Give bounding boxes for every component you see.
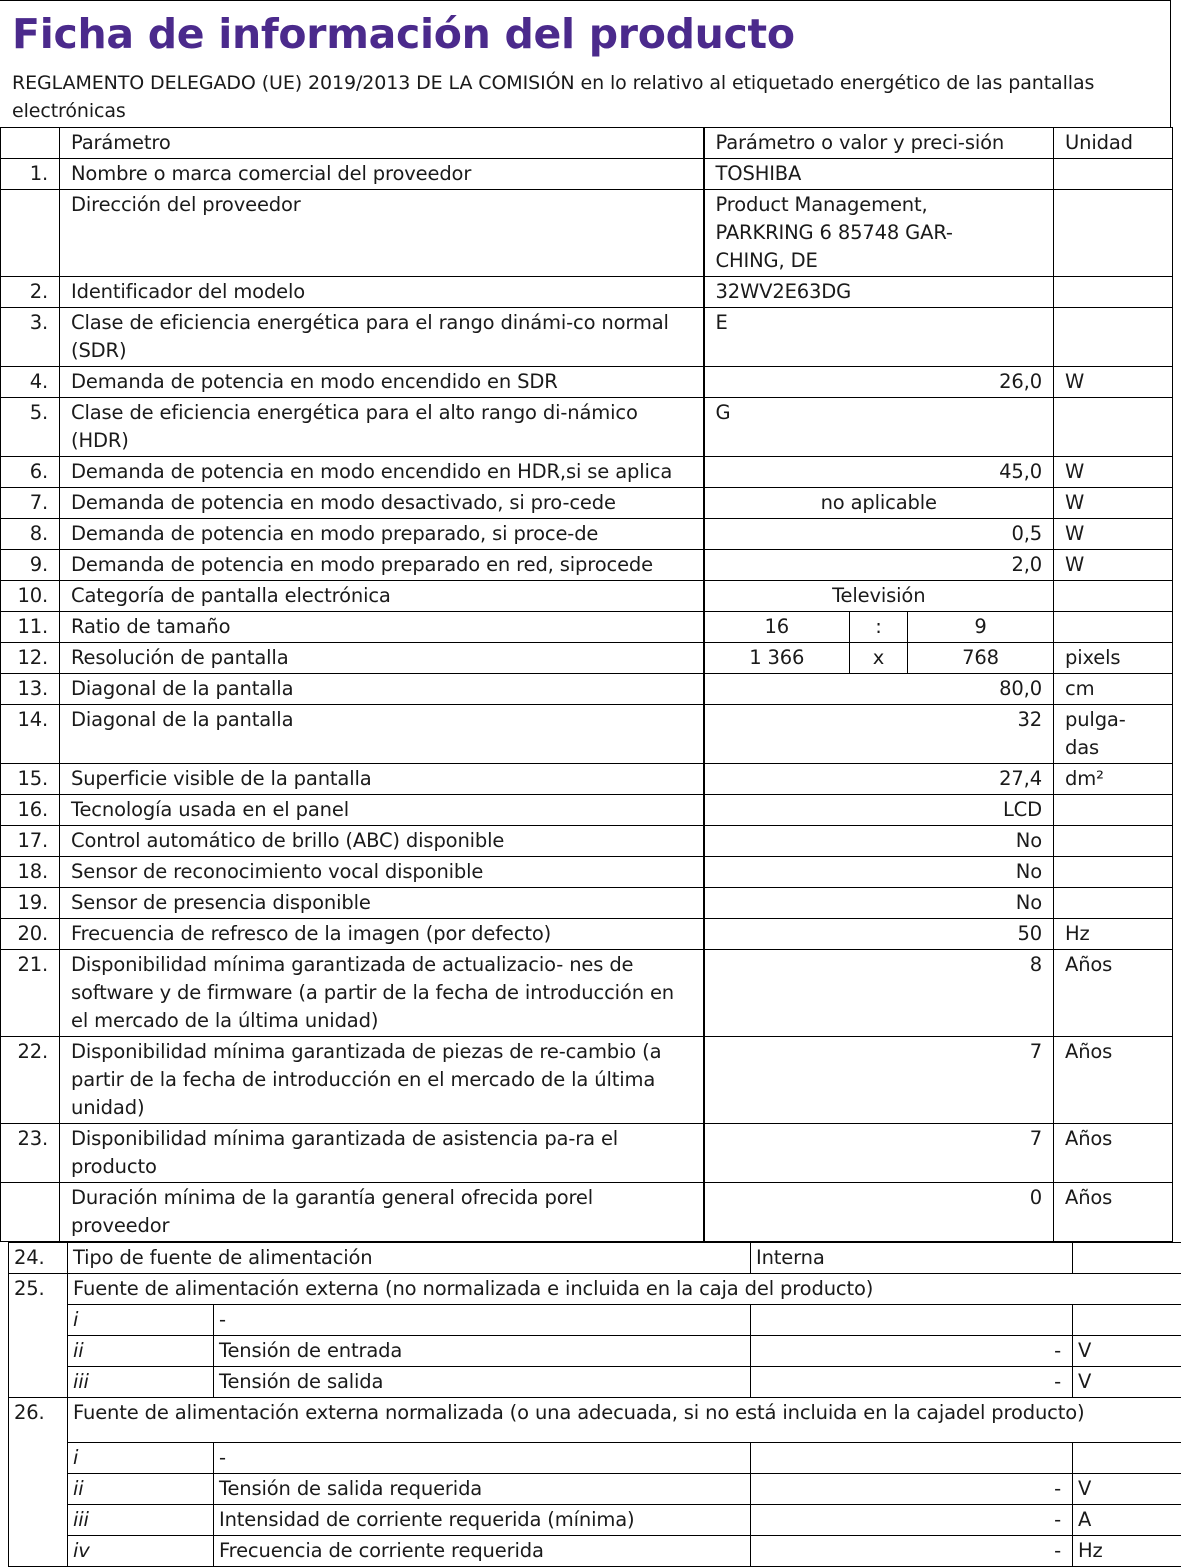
row-number: 1. <box>1 159 60 190</box>
row-number: 12. <box>1 643 60 674</box>
header-value: Parámetro o valor y preci-sión <box>704 128 1054 159</box>
table-row <box>1 398 1173 457</box>
table-row <box>1 308 1173 367</box>
row-value: 0,5 <box>704 519 1054 550</box>
table-row <box>1 488 1173 519</box>
row-unit <box>1054 398 1173 457</box>
parameters-table-body <box>1 128 1173 1242</box>
row-value: 80,0 <box>704 674 1054 705</box>
row-number: 23. <box>1 1124 60 1183</box>
row-unit <box>1054 190 1173 277</box>
row-parameter: Demanda de potencia en modo preparado, si proce-de <box>60 519 704 550</box>
row-number <box>9 1505 68 1536</box>
sub-value <box>751 1305 1073 1336</box>
row-parameter: Duración mínima de la garantía general ofrecida porel proveedor <box>60 1183 704 1242</box>
row-value: 2,0 <box>704 550 1054 581</box>
row-parameter: Demanda de potencia en modo encendido en SDR <box>60 367 704 398</box>
row-unit <box>1054 159 1173 190</box>
header-unit: Unidad <box>1054 128 1173 159</box>
row-parameter: Frecuencia de refresco de la imagen (por defecto) <box>60 919 704 950</box>
row-value-a: 16 <box>704 612 850 643</box>
row-number <box>9 1336 68 1367</box>
row-number: 10. <box>1 581 60 612</box>
row-number <box>1 1183 60 1242</box>
row-number: 13. <box>1 674 60 705</box>
sub-label: - <box>214 1443 751 1474</box>
row-number: 14. <box>1 705 60 764</box>
row-number: 4. <box>1 367 60 398</box>
row-label: Fuente de alimentación externa normalizada (o una adecuada, si no está incluida en la cajadel producto) <box>68 1398 1181 1443</box>
row-unit <box>1054 308 1173 367</box>
table-row <box>9 1274 1181 1305</box>
header-num-cell <box>1 128 60 159</box>
sub-index: ii <box>68 1474 214 1505</box>
row-unit <box>1054 277 1173 308</box>
row-number: 9. <box>1 550 60 581</box>
row-value: 27,4 <box>704 764 1054 795</box>
row-parameter: Demanda de potencia en modo encendido en HDR,si se aplica <box>60 457 704 488</box>
sub-label: - <box>214 1305 751 1336</box>
row-value: LCD <box>704 795 1054 826</box>
sub-value: - <box>751 1505 1073 1536</box>
row-value: G <box>704 398 1054 457</box>
row-value: 0 <box>704 1183 1054 1242</box>
sub-unit: A <box>1073 1505 1181 1536</box>
row-parameter: Sensor de presencia disponible <box>60 888 704 919</box>
row-number: 17. <box>1 826 60 857</box>
table-row <box>1 612 1173 643</box>
sub-unit: V <box>1073 1336 1181 1367</box>
row-parameter: Diagonal de la pantalla <box>60 674 704 705</box>
row-number: 24. <box>9 1243 68 1274</box>
row-value: 8 <box>704 950 1054 1037</box>
parameters-table <box>0 127 1173 1242</box>
row-value: No <box>704 857 1054 888</box>
row-unit: Años <box>1054 1037 1173 1124</box>
row-value: Interna <box>751 1243 1073 1274</box>
row-parameter: Diagonal de la pantalla <box>60 705 704 764</box>
sub-unit <box>1073 1305 1181 1336</box>
table-row <box>1 1183 1173 1242</box>
row-unit: W <box>1054 519 1173 550</box>
sub-unit: V <box>1073 1367 1181 1398</box>
table-row <box>1 705 1173 764</box>
sub-value: - <box>751 1536 1073 1567</box>
row-value-a: 1 366 <box>704 643 850 674</box>
sub-index: iii <box>68 1367 214 1398</box>
row-unit: cm <box>1054 674 1173 705</box>
row-parameter: Sensor de reconocimiento vocal disponible <box>60 857 704 888</box>
row-value: 7 <box>704 1124 1054 1183</box>
row-number: 25. <box>9 1274 68 1305</box>
row-value: no aplicable <box>704 488 1054 519</box>
row-parameter: Nombre o marca comercial del proveedor <box>60 159 704 190</box>
row-value: 45,0 <box>704 457 1054 488</box>
row-number <box>9 1305 68 1336</box>
sub-row <box>9 1305 1181 1336</box>
table-row <box>1 857 1173 888</box>
row-value: E <box>704 308 1054 367</box>
row-number: 18. <box>1 857 60 888</box>
table-row <box>1 367 1173 398</box>
row-parameter: Disponibilidad mínima garantizada de asistencia pa-ra el producto <box>60 1124 704 1183</box>
row-number <box>9 1367 68 1398</box>
table-row <box>1 919 1173 950</box>
row-unit <box>1054 795 1173 826</box>
table-header-row <box>1 128 1173 159</box>
row-unit <box>1054 612 1173 643</box>
sub-value: - <box>751 1474 1073 1505</box>
table-row <box>1 1037 1173 1124</box>
row-parameter: Control automático de brillo (ABC) disponible <box>60 826 704 857</box>
row-number: 20. <box>1 919 60 950</box>
row-parameter: Identificador del modelo <box>60 277 704 308</box>
sub-label: Tensión de salida <box>214 1367 751 1398</box>
regulation-subtitle: REGLAMENTO DELEGADO (UE) 2019/2013 DE LA COMISIÓN en lo relativo al etiquetado energético de las pantallas electrónicas <box>12 69 1160 127</box>
sub-row <box>9 1536 1181 1567</box>
row-value: 32 <box>704 705 1054 764</box>
sub-index: i <box>68 1443 214 1474</box>
row-unit: pixels <box>1054 643 1173 674</box>
row-value-b: 768 <box>908 643 1054 674</box>
sub-label: Tensión de salida requerida <box>214 1474 751 1505</box>
sub-value: - <box>751 1336 1073 1367</box>
row-value: 7 <box>704 1037 1054 1124</box>
row-number: 19. <box>1 888 60 919</box>
row-number <box>1 190 60 277</box>
sub-row <box>9 1505 1181 1536</box>
row-value-separator: x <box>850 643 908 674</box>
row-value: No <box>704 888 1054 919</box>
power-supply-table-body <box>9 1243 1181 1567</box>
row-unit: dm² <box>1054 764 1173 795</box>
row-unit: Hz <box>1054 919 1173 950</box>
row-parameter: Resolución de pantalla <box>60 643 704 674</box>
sub-index: ii <box>68 1336 214 1367</box>
table-row <box>9 1398 1181 1443</box>
row-value: Televisión <box>704 581 1054 612</box>
table-row <box>9 1243 1181 1274</box>
row-parameter: Clase de eficiencia energética para el rango dinámi-co normal (SDR) <box>60 308 704 367</box>
row-parameter: Demanda de potencia en modo desactivado, si pro-cede <box>60 488 704 519</box>
row-number: 22. <box>1 1037 60 1124</box>
row-parameter: Disponibilidad mínima garantizada de piezas de re-cambio (a partir de la fecha de introducción en el mercado de la última unidad) <box>60 1037 704 1124</box>
row-parameter: Demanda de potencia en modo preparado en red, siprocede <box>60 550 704 581</box>
title-box <box>0 0 1171 127</box>
row-number: 7. <box>1 488 60 519</box>
row-unit: Años <box>1054 1183 1173 1242</box>
table-row <box>1 950 1173 1037</box>
table-row <box>1 1124 1173 1183</box>
sub-unit <box>1073 1443 1181 1474</box>
table-row <box>1 764 1173 795</box>
row-number: 21. <box>1 950 60 1037</box>
row-unit <box>1054 826 1173 857</box>
sub-index: i <box>68 1305 214 1336</box>
page-title: Ficha de información del producto <box>12 1 1160 69</box>
row-unit <box>1054 888 1173 919</box>
sub-unit: V <box>1073 1474 1181 1505</box>
table-row <box>1 826 1173 857</box>
sub-row <box>9 1336 1181 1367</box>
row-unit <box>1054 857 1173 888</box>
table-row <box>1 550 1173 581</box>
row-unit: W <box>1054 367 1173 398</box>
table-row <box>1 795 1173 826</box>
row-parameter: Disponibilidad mínima garantizada de actualizacio- nes de software y de firmware (a partir de la fecha de introducción en el mercado de la última unidad) <box>60 950 704 1037</box>
row-number <box>9 1536 68 1567</box>
row-parameter: Dirección del proveedor <box>60 190 704 277</box>
row-value: Product Management, PARKRING 6 85748 GAR- CHING, DE <box>704 190 1054 277</box>
table-row <box>1 190 1173 277</box>
row-parameter: Superficie visible de la pantalla <box>60 764 704 795</box>
table-row <box>1 888 1173 919</box>
row-number: 16. <box>1 795 60 826</box>
sub-index: iv <box>68 1536 214 1567</box>
row-unit <box>1073 1243 1181 1274</box>
row-value: 26,0 <box>704 367 1054 398</box>
row-number: 15. <box>1 764 60 795</box>
power-supply-table <box>8 1242 1181 1567</box>
table-row <box>1 581 1173 612</box>
sub-value: - <box>751 1367 1073 1398</box>
sub-unit: Hz <box>1073 1536 1181 1567</box>
sub-row <box>9 1367 1181 1398</box>
table-row <box>1 674 1173 705</box>
row-value: 32WV2E63DG <box>704 277 1054 308</box>
row-number: 2. <box>1 277 60 308</box>
sub-label: Intensidad de corriente requerida (mínima) <box>214 1505 751 1536</box>
row-parameter: Clase de eficiencia energética para el alto rango di-námico (HDR) <box>60 398 704 457</box>
header-param: Parámetro <box>60 128 704 159</box>
sub-row <box>9 1443 1181 1474</box>
row-unit: W <box>1054 457 1173 488</box>
table-row <box>1 519 1173 550</box>
row-unit <box>1054 581 1173 612</box>
table-row <box>1 643 1173 674</box>
row-label: Tipo de fuente de alimentación <box>68 1243 751 1274</box>
row-value: 50 <box>704 919 1054 950</box>
row-unit: pulga- das <box>1054 705 1173 764</box>
row-value: TOSHIBA <box>704 159 1054 190</box>
sub-value <box>751 1443 1073 1474</box>
row-number: 3. <box>1 308 60 367</box>
row-number: 11. <box>1 612 60 643</box>
row-value-b: 9 <box>908 612 1054 643</box>
row-parameter: Ratio de tamaño <box>60 612 704 643</box>
row-unit: W <box>1054 488 1173 519</box>
row-number: 8. <box>1 519 60 550</box>
row-number: 6. <box>1 457 60 488</box>
sub-label: Tensión de entrada <box>214 1336 751 1367</box>
row-unit: W <box>1054 550 1173 581</box>
table-row <box>1 277 1173 308</box>
sub-label: Frecuencia de corriente requerida <box>214 1536 751 1567</box>
row-value: No <box>704 826 1054 857</box>
sub-index: iii <box>68 1505 214 1536</box>
row-value-separator: : <box>850 612 908 643</box>
row-parameter: Tecnología usada en el panel <box>60 795 704 826</box>
table-row <box>1 159 1173 190</box>
row-label: Fuente de alimentación externa (no normalizada e incluida en la caja del producto) <box>68 1274 1181 1305</box>
table-row <box>1 457 1173 488</box>
row-number: 5. <box>1 398 60 457</box>
row-number: 26. <box>9 1398 68 1443</box>
row-unit: Años <box>1054 1124 1173 1183</box>
row-number <box>9 1443 68 1474</box>
row-parameter: Categoría de pantalla electrónica <box>60 581 704 612</box>
row-unit: Años <box>1054 950 1173 1037</box>
